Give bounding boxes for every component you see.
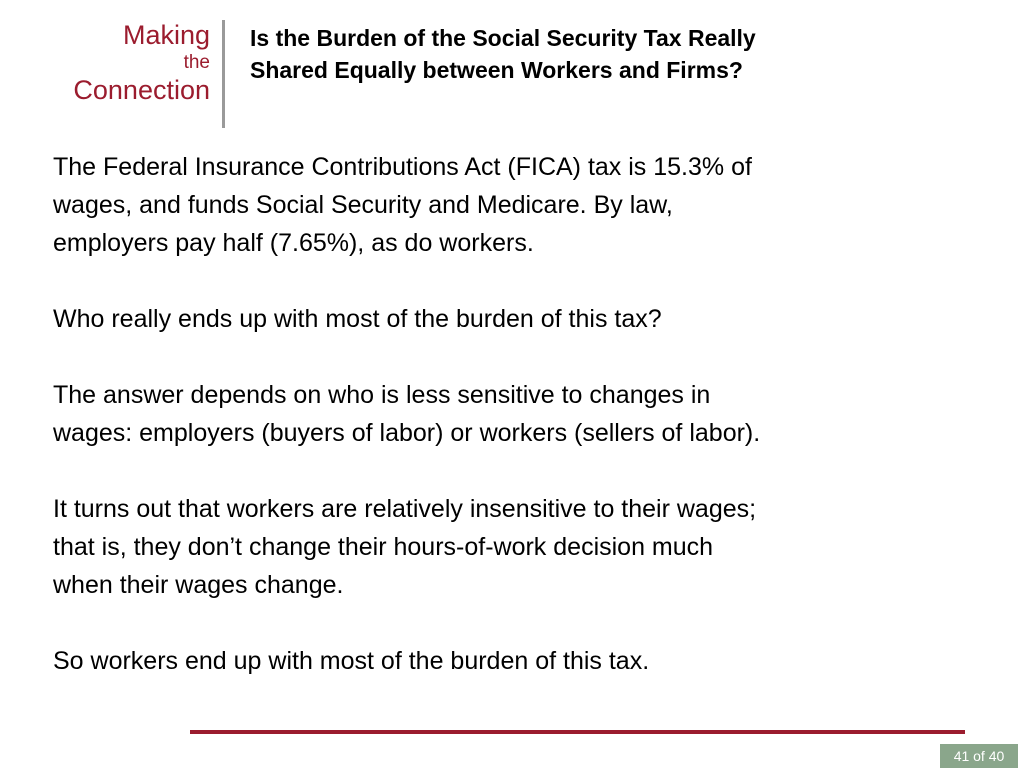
paragraph-question [53, 300, 983, 338]
paragraph-workers-insensitive [53, 490, 983, 604]
body-line: The answer depends on who is less sensitive to changes in [53, 381, 711, 409]
title-divider [222, 20, 225, 128]
slide-body [53, 148, 983, 718]
slide-title [250, 22, 950, 86]
feature-label-connection: Connection [73, 75, 210, 105]
body-line: So workers end up with most of the burden of this tax. [53, 647, 650, 675]
paragraph-conclusion [53, 642, 983, 680]
body-line: employers pay half (7.65%), as do workers. [53, 229, 534, 257]
paragraph-fica [53, 148, 983, 262]
slide-number-badge: 41 of 40 [940, 744, 1018, 768]
making-the-connection-label [73, 18, 210, 106]
footer-rule [190, 730, 965, 734]
paragraph-answer [53, 376, 983, 452]
body-line: Who really ends up with most of the burden of this tax? [53, 305, 662, 333]
body-line: wages, and funds Social Security and Medicare. By law, [53, 191, 673, 219]
feature-label-the: the [183, 52, 210, 73]
slide-title-line-2: Shared Equally between Workers and Firms? [250, 57, 743, 83]
body-line: The Federal Insurance Contributions Act (FICA) tax is 15.3% of [53, 153, 752, 181]
body-line: that is, they don’t change their hours-of-work decision much [53, 533, 714, 561]
slide-title-line-1: Is the Burden of the Social Security Tax Really [250, 25, 756, 51]
body-line: wages: employers (buyers of labor) or workers (sellers of labor). [53, 419, 761, 447]
body-line: when their wages change. [53, 571, 344, 599]
feature-label-making: Making [122, 20, 210, 50]
body-line: It turns out that workers are relatively insensitive to their wages; [53, 495, 757, 523]
